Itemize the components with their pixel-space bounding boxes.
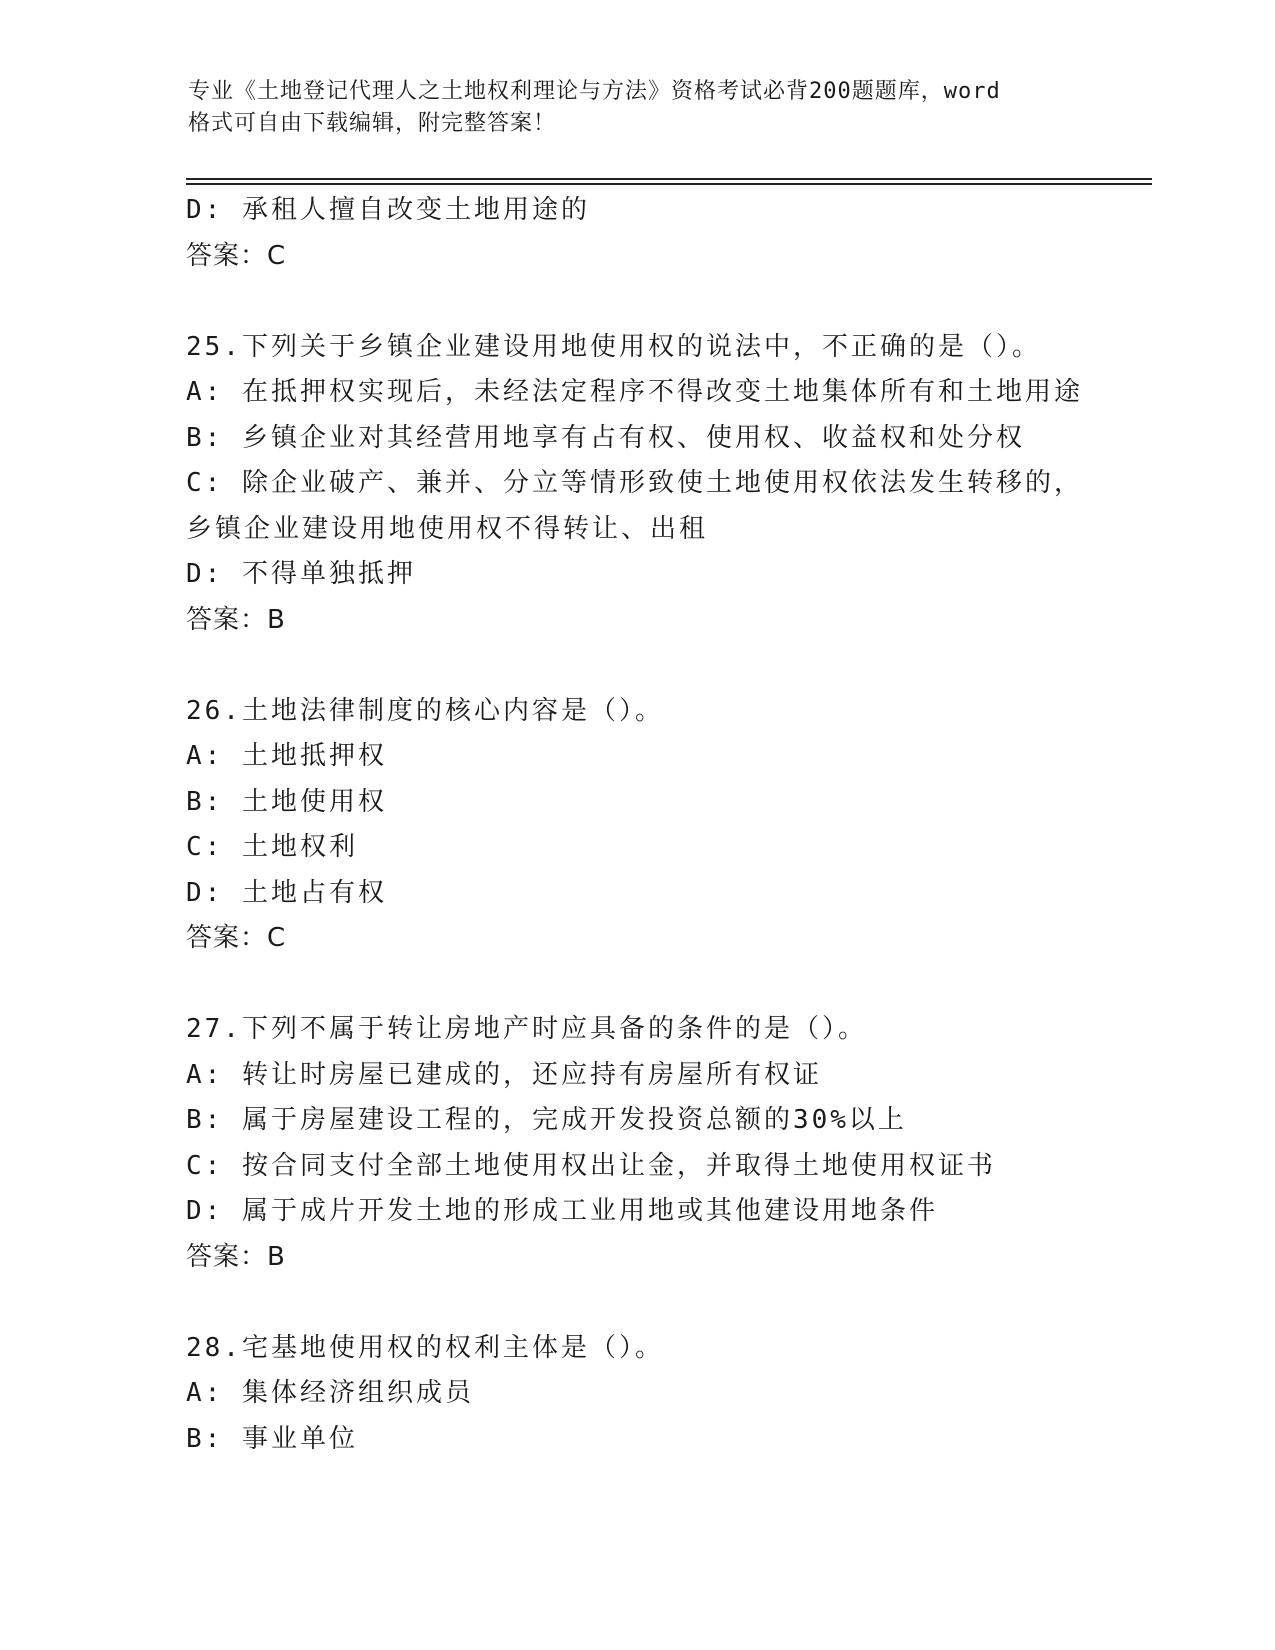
question-28 xyxy=(186,1326,1166,1463)
header-divider-top xyxy=(186,178,1152,180)
option-a: A: 集体经济组织成员 xyxy=(186,1378,474,1408)
option-d: D: 不得单独抵押 xyxy=(186,559,416,589)
answer-line: 答案：C xyxy=(186,923,287,953)
option-a: A: 土地抵押权 xyxy=(186,741,387,771)
question-list xyxy=(186,188,1166,1462)
document-header xyxy=(188,76,1088,140)
question-stem: 27.下列不属于转让房地产时应具备的条件的是（）。 xyxy=(186,1014,867,1044)
question-stem: 26.土地法律制度的核心内容是（）。 xyxy=(186,695,664,726)
header-line-1: 专业《土地登记代理人之土地权利理论与方法》资格考试必背200题题库，word xyxy=(188,79,1001,104)
option-a: A: 在抵押权实现后，未经法定程序不得改变土地集体所有和土地用途 xyxy=(186,377,1083,407)
option-a: A: 转让时房屋已建成的，还应持有房屋所有权证 xyxy=(186,1059,822,1090)
question-stem: 25.下列关于乡镇企业建设用地使用权的说法中，不正确的是（）。 xyxy=(186,331,1041,362)
header-divider-bottom xyxy=(186,183,1152,185)
option-b: B: 乡镇企业对其经营用地享有占有权、使用权、收益权和处分权 xyxy=(186,422,1025,453)
question-26 xyxy=(186,689,1166,962)
option-c: C: 土地权利 xyxy=(186,832,358,862)
question-24-tail xyxy=(186,188,1166,279)
option-b: B: 事业单位 xyxy=(186,1423,358,1454)
answer-line: 答案：B xyxy=(186,1241,286,1272)
option-d: D: 承租人擅自改变土地用途的 xyxy=(186,195,590,225)
option-b: B: 土地使用权 xyxy=(186,786,387,817)
option-c-continued: 乡镇企业建设用地使用权不得转让、出租 xyxy=(186,513,709,544)
question-25 xyxy=(186,325,1166,644)
option-c: C: 除企业破产、兼并、分立等情形致使土地使用权依法发生转移的， xyxy=(186,468,1083,498)
header-line-2: 格式可自由下载编辑，附完整答案！ xyxy=(188,111,557,136)
answer-line: 答案：B xyxy=(186,604,286,635)
option-d: D: 土地占有权 xyxy=(186,877,387,908)
question-27 xyxy=(186,1007,1166,1280)
option-c: C: 按合同支付全部土地使用权出让金，并取得土地使用权证书 xyxy=(186,1150,996,1181)
question-stem: 28.宅基地使用权的权利主体是（）。 xyxy=(186,1332,664,1363)
answer-line: 答案：C xyxy=(186,240,287,271)
option-b: B: 属于房屋建设工程的，完成开发投资总额的30%以上 xyxy=(186,1105,907,1135)
option-d: D: 属于成片开发土地的形成工业用地或其他建设用地条件 xyxy=(186,1196,938,1226)
